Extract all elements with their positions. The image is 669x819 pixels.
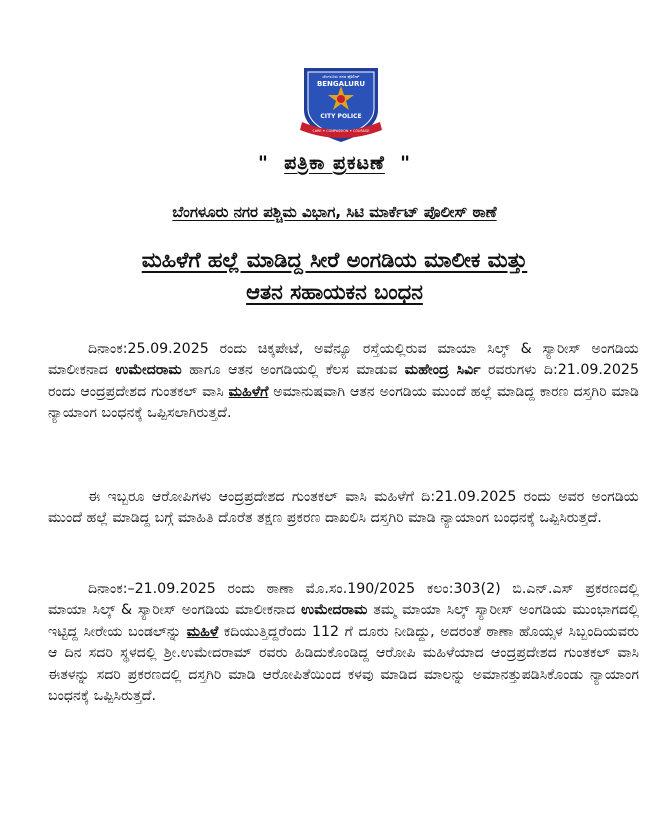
- police-badge-icon: [296, 64, 386, 144]
- paragraph-2: ಈ ಇಬ್ಬರೂ ಆರೋಪಿಗಳು ಆಂದ್ರಪ್ರದೇಶದ ಗುಂತಕಲ್ ವಾಸಿ ಮಹಿಳೆಗೆ ದಿ:21.09.2025 ರಂದು ಅವರ ಅಂಗಡಿಯ ಮುಂದೆ ಹಲ್ಲೆ ಮಾಡಿದ್ದ ಬಗ್ಗೆ ಮಾಹಿತಿ ದೊರೆತ ತಕ್ಷಣ ಪ್ರಕರಣ ದಾಖಲಿಸಿ ದಸ್ತಗಿರಿ ಮಾಡಿ ನ್ಯಾಯಾಂಗ ಬಂಧನಕ್ಕೆ ಒಪ್ಪಿಸಿರುತ್ತದೆ.: [48, 489, 639, 527]
- paragraph-1-text-d: ಅಮಾನುಷವಾಗಿ ಆತನ ಅಂಗಡಿಯ ಮುಂದೆ ಹಲ್ಲೆ ಮಾಡಿದ್ದ ಕಾರಣ ದಸ್ತಗಿರಿ ಮಾಡಿ ನ್ಯಾಯಾಂಗ ಬಂಧನಕ್ಕೆ ಒಪ್ಪಿಸಲಾಗಿರುತ್ತದೆ.: [48, 383, 639, 422]
- logo-city-line2: CITY POLICE: [320, 113, 362, 120]
- open-quote: ": [257, 152, 269, 174]
- accused-name-1: ಉಮೇದರಾಮ: [115, 362, 182, 379]
- victim-term: ಮಹಿಳೆಗೆ: [228, 383, 269, 400]
- bengaluru-city-police-logo: [296, 64, 386, 144]
- paragraph-3-text-c: ಕದಿಯುತ್ತಿದ್ದರೆಂದು 112 ಗೆ ದೂರು ನೀಡಿದ್ದು, ಅದರಂತೆ ಠಾಣಾ ಹೊಯ್ಸಳ ಸಿಬ್ಬಂದಿಯವರು ಆ ದಿನ ಸದರಿ ಸ್ಥಳದಲ್ಲಿ ಶ್ರೀ.ಉಮೇದರಾಮ್ ರವರು ಹಿಡಿದುಕೊಂಡಿದ್ದ ಆರೋಪಿ ಮಹಿಳೆಯಾದ ಆಂದ್ರಪ್ರದೇಶದ ಗುಂತಕಲ್ ವಾಸಿ ಈತಳನ್ನು ಸದರಿ ಪ್ರಕರಣದಲ್ಲಿ ದಸ್ತಗಿರಿ ಮಾಡಿ ಆರೋಪಿತೆಯಿಂದ ಕಳವು ಮಾಡಿದ ಮಾಲನ್ನು ಅಮಾನತ್ತುಪಡಿಸಿಕೊಂಡು ನ್ಯಾಯಾಂಗ ಬಂಧನಕ್ಕೆ ಒಪ್ಪಿಸಿರುತ್ತದೆ.: [48, 623, 639, 705]
- headline: [0, 244, 669, 308]
- paragraph-3: [48, 579, 639, 707]
- accused-name-2: ಮಹೇಂದ್ರ ಸಿರ್ವಿ: [404, 362, 481, 379]
- close-quote: ": [400, 152, 411, 174]
- complainant-name: ಉಮೇದರಾಮ: [301, 602, 368, 619]
- headline-line2: ಆತನ ಸಹಾಯಕನ ಬಂಧನ: [246, 280, 423, 304]
- woman-term: ಮಹಿಳೆ: [186, 623, 219, 640]
- paragraph-3-text-b: ತಮ್ಮ ಮಾಯಾ ಸಿಲ್ಕ್ ಸ್ಯಾರೀಸ್ ಅಂಗಡಿಯ ಮುಂಭಾಗದಲ್ಲಿ ಇಟ್ಟಿದ್ದ ಸೀರೇಯ ಬಂಡಲ್‌ನ್ನು: [48, 602, 639, 640]
- logo-kannada-text: ಬೆಂಗಳೂರು ನಗರ ಪೊಲೀಸ್: [322, 74, 360, 79]
- press-note-title: [0, 152, 669, 174]
- headline-line1: ಮಹಿಳೆಗೆ ಹಲ್ಲೆ ಮಾಡಿದ್ದ ಸೀರೆ ಅಂಗಡಿಯ ಮಾಲೀಕ ಮತ್ತು: [141, 248, 528, 272]
- press-note-label: ಪತ್ರಿಕಾ ಪ್ರಕಟಣೆ: [284, 152, 385, 174]
- paragraph-3-text-a: ದಿನಾಂಕ:–21.09.2025 ರಂದು ಠಾಣಾ ಮೊ.ಸಂ.190/2025 ಕಲಂ:303(2) ಬಿ.ಎನ್.ಎಸ್ ಪ್ರಕರಣದಲ್ಲಿ ಮಾಯಾ ಸಿಲ್ಕ್ & ಸ್ಯಾರೀಸ್ ಅಂಗಡಿಯ ಮಾಲೀಕನಾದ: [48, 581, 639, 619]
- logo-city-line1: BENGALURU: [316, 80, 366, 88]
- paragraph-1: [48, 339, 639, 425]
- paragraph-1-text-b: ಹಾಗೂ ಆತನ ಅಂಗಡಿಯಲ್ಲಿ ಕೆಲಸ ಮಾಡುವ: [181, 362, 405, 379]
- paragraph-1-text-a: ದಿನಾಂಕ:25.09.2025 ರಂದು ಚಿಕ್ಕಪೇಟೆ, ಅವೆನ್ಯೂ ರಸ್ತೆಯಲ್ಲಿರುವ ಮಾಯಾ ಸಿಲ್ಕ್ & ಸ್ಯಾರೀಸ್ ಅಂಗಡಿಯ ಮಾಲೀಕನಾದ: [48, 341, 639, 379]
- paragraph-1-text-c: ರವರುಗಳು ದಿ:21.09.2025 ರಂದು ಆಂದ್ರಪ್ರದೇಶದ ಗುಂತಕಲ್ ವಾಸಿ: [48, 362, 639, 400]
- police-station-name: ಬೆಂಗಳೂರು ನಗರ ಪಶ್ಚಿಮ ವಿಭಾಗ, ಸಿಟಿ ಮಾರ್ಕೆಟ್ ಪೊಲೀಸ್ ಠಾಣೆ: [172, 203, 497, 221]
- logo-motto: CARE ✦ COMPASSION ✦ COURAGE: [312, 129, 370, 133]
